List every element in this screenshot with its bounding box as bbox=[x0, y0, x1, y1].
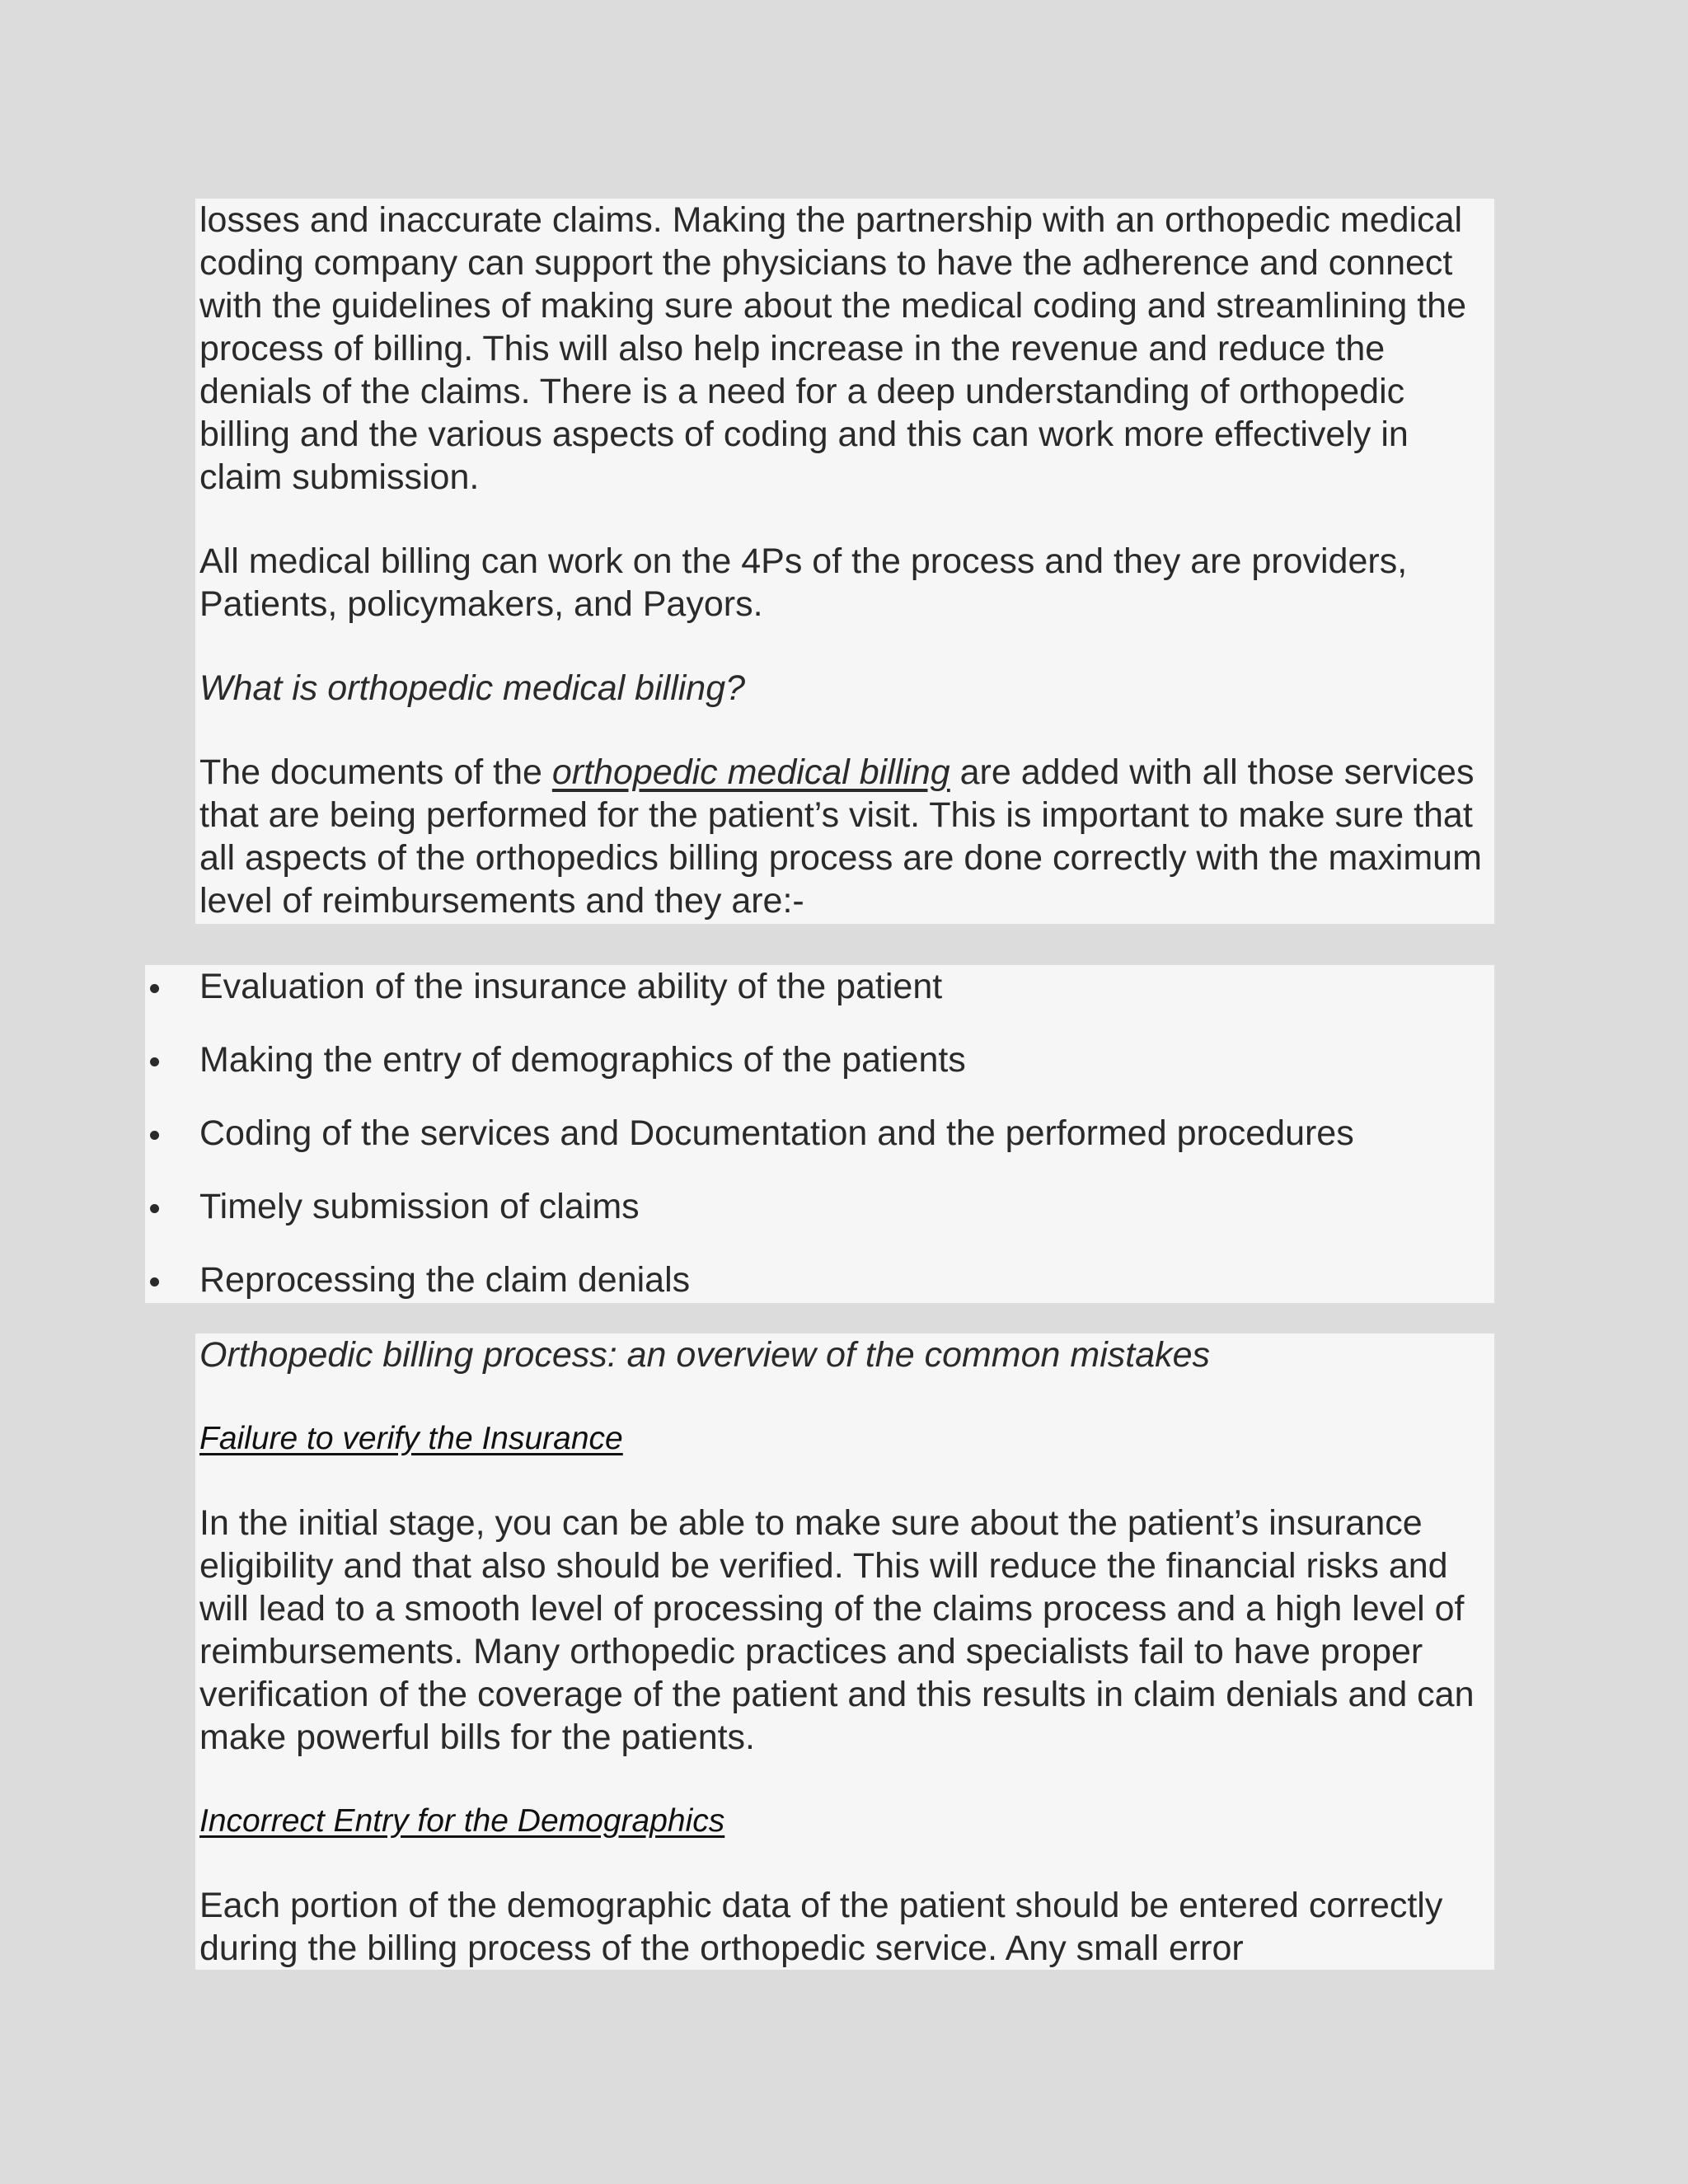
documents-paragraph bbox=[199, 751, 1488, 922]
text-block-intro bbox=[195, 199, 1494, 924]
documents-paragraph-start: The documents of the bbox=[199, 752, 552, 792]
section-heading-common-mistakes: Orthopedic billing process: an overview of the common mistakes bbox=[199, 1335, 1211, 1375]
list-item-text: Timely submission of claims bbox=[199, 1187, 640, 1226]
bullet-icon bbox=[150, 1057, 159, 1066]
verify-insurance-paragraph: In the initial stage, you can be able to make sure about the patient’s insurance eligibility and that also should be verified. This will reduce the financial risks and will lead to a smooth level of processing of the claims process and a high level of reimbursements. Many orthopedic practices and specialists fail to have proper verification of the coverage of the patient and this results in claim denials and can make powerful bills for the patients. bbox=[199, 1503, 1475, 1757]
demographics-paragraph: Each portion of the demographic data of the patient should be entered correctly during the billing process of the orthopedic service. Any small error bbox=[199, 1886, 1443, 1968]
list-item bbox=[199, 1112, 1488, 1155]
list-item bbox=[199, 965, 1488, 1008]
orthopedic-medical-billing-link[interactable]: orthopedic medical billing bbox=[551, 752, 950, 792]
subheading-verify-insurance: Failure to verify the Insurance bbox=[199, 1421, 623, 1456]
section-heading-what-is: What is orthopedic medical billing? bbox=[199, 668, 746, 708]
list-item bbox=[199, 1038, 1488, 1081]
intro-paragraph: losses and inaccurate claims. Making the partnership with an orthopedic medical coding company can support the physicians to have the adherence and connect with the guidelines of making sure about the medical coding and streamlining the process of billing. This will also help increase in the revenue and reduce the denials of the claims. There is a need for a deep understanding of orthopedic billing and the various aspects of coding and this can work more effectively in claim submission. bbox=[199, 200, 1466, 497]
bullet-list-block bbox=[145, 965, 1494, 1303]
list-item-text: Reprocessing the claim denials bbox=[199, 1260, 691, 1300]
four-ps-paragraph: All medical billing can work on the 4Ps of the process and they are providers, Patients, policymakers, and Payors. bbox=[199, 541, 1408, 624]
list-item-text: Coding of the services and Documentation and the performed procedures bbox=[199, 1113, 1354, 1153]
list-item bbox=[199, 1258, 1488, 1301]
list-item-text: Evaluation of the insurance ability of the patient bbox=[199, 967, 943, 1006]
documents-paragraph-end: are added with all those services that are being performed for the patient’s visit. This is important to make sure that all aspects of the orthopedics billing process are done correctly with the maximum level of reimbursements and they are:- bbox=[199, 752, 1482, 921]
subheading-demographics: Incorrect Entry for the Demographics bbox=[199, 1803, 725, 1839]
bullet-icon bbox=[150, 1204, 159, 1213]
list-item-text: Making the entry of demographics of the patients bbox=[199, 1040, 966, 1080]
text-block-mistakes bbox=[195, 1333, 1494, 1970]
billing-process-list bbox=[199, 965, 1488, 1301]
list-item bbox=[199, 1185, 1488, 1228]
bullet-icon bbox=[150, 984, 159, 993]
bullet-icon bbox=[150, 1277, 159, 1286]
bullet-icon bbox=[150, 1131, 159, 1140]
